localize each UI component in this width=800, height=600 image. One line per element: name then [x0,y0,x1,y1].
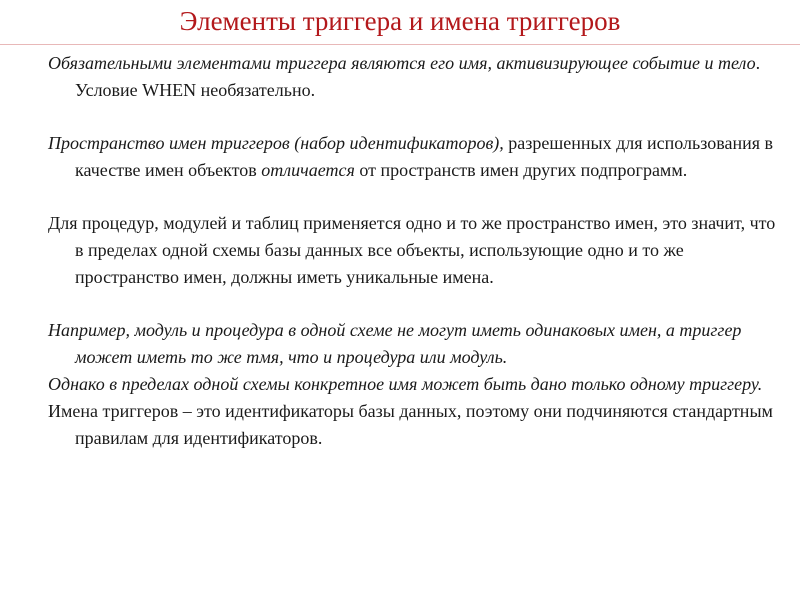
paragraph-gap [48,104,778,130]
paragraph-namespace [48,130,778,184]
paragraph-text: Для процедур, модулей и таблиц применяется одно и то же пространство имен, это значит, что в пределах одной схемы базы данных все объекты, использующие одно и то же пространство имен, должны иметь уникальные имена. [48,213,776,287]
paragraph-required-elements [48,50,778,104]
slide-body [48,50,778,452]
paragraph-text: от пространств имен других подпрограмм. [354,160,688,180]
paragraph-text: . Условие WHEN необязательно. [75,53,761,100]
paragraph-italic-text: Пространство имен триггеров (набор идентификаторов), [48,133,504,153]
paragraph-however [48,371,778,398]
paragraph-gap [48,291,778,317]
paragraph-gap [48,184,778,210]
paragraph-example [48,317,778,371]
paragraph-text: Однако в пределах одной схемы конкретное имя может быть дано только одному триггеру. [48,374,763,394]
slide-title: Элементы триггера и имена триггеров [179,6,621,36]
paragraph-italic-text: отличается [261,160,355,180]
paragraph-italic-text: Обязательными элементами триггера являются его имя, активизирующее событие и тело [48,53,756,73]
paragraph-text: Имена триггеров – это идентификаторы базы данных, поэтому они подчиняются стандартным правилам для идентификаторов. [48,401,773,448]
paragraph-identifiers [48,398,778,452]
paragraph-shared-namespace [48,210,778,291]
paragraph-text: Например, модуль и процедура в одной схеме не могут иметь одинаковых имен, а триггер может иметь то же тмя, что и процедура или модуль. [48,320,742,367]
title-divider [0,44,800,45]
paragraph-text: разрешенных для использования в качестве имен объектов [75,133,774,180]
